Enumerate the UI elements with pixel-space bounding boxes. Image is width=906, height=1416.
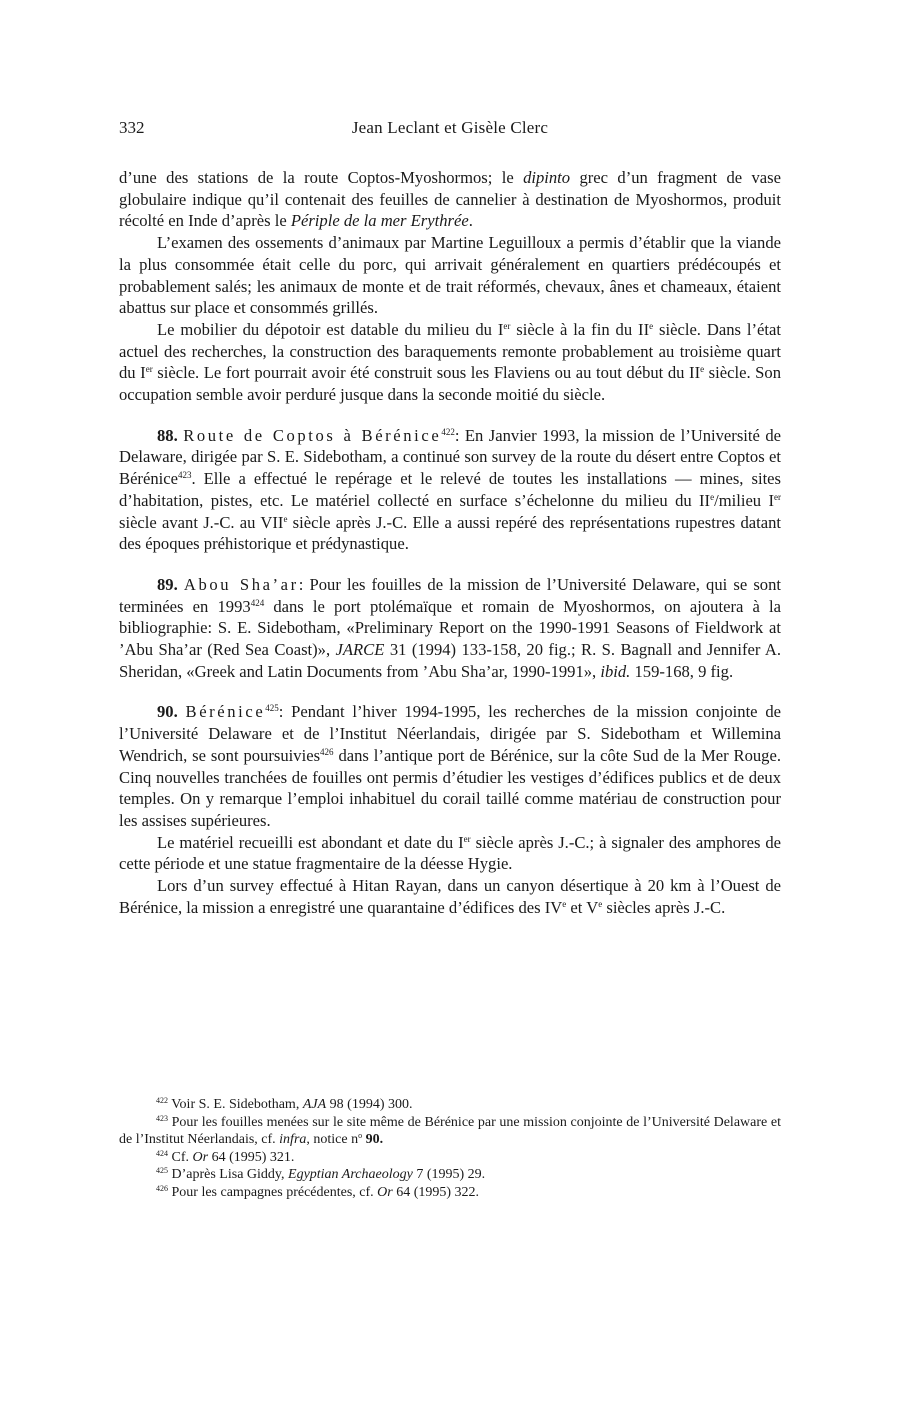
text-run: . Elle a effectué le repérage et le relevé de toutes les installations — mines, sites d’habitation, pistes, etc. Le matériel collecté en surface s’échelonne du milieu du II [119, 469, 781, 510]
entry-90-material [119, 832, 781, 875]
text-run [178, 702, 186, 721]
superscript: er [503, 320, 511, 331]
superscript: 425 [265, 703, 279, 714]
italic-text: infra [279, 1132, 307, 1147]
superscript: e [598, 898, 603, 909]
footnote-426 [119, 1184, 781, 1202]
entry-number: 88. [157, 425, 178, 445]
text-run: : Pour les fouilles de la mission de l’Université Delaware, qui se sont terminées en 1993 [119, 574, 781, 616]
text-run: 64 (1995) 322. [392, 1184, 480, 1200]
entry-89 [119, 574, 781, 683]
entry-number: 90. [365, 1132, 384, 1147]
superscript: 426 [156, 1183, 168, 1193]
superscript: er [145, 364, 153, 375]
entry-number: 90. [157, 702, 178, 722]
paragraph-dating [119, 319, 781, 406]
text-run: 159-168, 9 fig. [630, 661, 734, 681]
text-run: siècle avant J.-C. au VII [119, 512, 284, 532]
page-number: 332 [119, 118, 145, 137]
running-title: Jean Leclant et Gisèle Clerc [351, 118, 549, 137]
superscript: 424 [250, 597, 265, 608]
superscript: e [700, 364, 705, 375]
entry-heading: Bérénice [185, 702, 266, 722]
italic-text: Or [377, 1184, 393, 1200]
paragraph-continuation [119, 167, 781, 232]
italic-text: dipinto [523, 168, 571, 187]
superscript: e [283, 513, 288, 524]
italic-text: ibid. [600, 661, 631, 681]
text-run: dans le port ptolémaïque et romain de Myoshormos, on ajoutera à la bibliographie: S. E. Sidebotham, «Preliminary Report on the 1990-1991 Seasons of Fieldwork at ’Abu Sha’ar (Red Sea Coast)», [119, 596, 782, 660]
superscript: er [774, 491, 781, 502]
entry-90-survey [119, 875, 781, 918]
superscript: e [649, 320, 654, 331]
text-run: /milieu I [714, 490, 774, 510]
text-run: siècles après J.-C. [602, 897, 726, 917]
entry-number: 89. [157, 574, 178, 594]
running-head [119, 116, 781, 140]
text-run: Pour les campagnes précédentes, cf. [168, 1184, 378, 1200]
text-run: siècle après J.-C.; à signaler des amphores de cette période et une statue fragmentaire de la déesse Hygie. [119, 832, 781, 874]
text-run: Le mobilier du dépotoir est datable du milieu du I [157, 319, 504, 339]
text-run: Voir S. E. Sidebotham, [168, 1097, 303, 1112]
superscript: er [463, 833, 471, 844]
main-text [119, 167, 781, 919]
italic-text: AJA [302, 1097, 327, 1112]
italic-text: JARCE [335, 640, 385, 660]
text-run: : En Janvier 1993, la mission de l’Université de Delaware, dirigée par S. E. Sidebotham, a continué son survey de la route du désert entre Coptos et Bérénice [119, 425, 781, 489]
superscript: e [562, 898, 567, 909]
text-run: , notice n [306, 1132, 359, 1147]
footnote-423 [119, 1114, 781, 1149]
text-run: 64 (1995) 321. [208, 1149, 295, 1165]
superscript: 423 [156, 1113, 168, 1123]
italic-text: Or [192, 1149, 209, 1165]
text-run: 31 (1994) 133-158, 20 fig.; R. S. Bagnall and Jennifer A. Sheridan, «Greek and Latin Documents from ’Abu Sha’ar, 1990-1991», [119, 640, 782, 681]
text-run: 7 (1995) 29. [412, 1167, 486, 1182]
italic-text: Egyptian Archaeology [288, 1167, 413, 1182]
text-run: et V [566, 897, 599, 917]
text-run: siècle. Dans l’état actuel des recherches, la construction des baraquements remonte probablement au troisième quart du I [119, 319, 781, 383]
entry-heading: Abou Sha’ar [183, 574, 299, 594]
superscript: 423 [177, 470, 192, 481]
entry-heading: Route de Coptos à Bérénice [183, 425, 442, 445]
text-run: Pour les fouilles menées sur le site même de Bérénice par une mission conjointe de l’Université Delaware et de l’Institut Néerlandais, cf. [119, 1114, 781, 1147]
paragraph-animal-bones [119, 232, 781, 319]
text-run: D’après Lisa Giddy, [168, 1167, 289, 1182]
text-run: Cf. [168, 1149, 193, 1165]
text-run: d’une des stations de la route Coptos-Myoshormos; le [119, 168, 524, 187]
text-run: Le matériel recueilli est abondant et date du I [157, 832, 464, 852]
superscript: 424 [156, 1148, 168, 1158]
text-run: L’examen des ossements d’animaux par Martine Leguilloux a permis d’établir que la viande la plus consommée était celle du porc, qui arrivait généralement en quartiers prédécoupés et probablement salés; les animaux de monte et de trait réformés, chevaux, ânes et chameaux, étaient abattus sur place et consommés grillés. [119, 233, 781, 318]
superscript: 422 [156, 1096, 168, 1105]
italic-text: Périple de la mer Erythrée [290, 211, 469, 231]
superscript: e [710, 491, 715, 502]
text-run: siècle. Le fort pourrait avoir été construit sous les Flaviens ou au tout début du II [152, 363, 701, 383]
text-run: grec d’un fragment de vase globulaire indique qu’il contenait des feuilles de cannelier à destination de Myoshormos, produit récolté en Inde d’après le [119, 168, 781, 231]
entry-88 [119, 425, 781, 555]
superscript: 422 [441, 426, 455, 437]
entry-90 [119, 701, 781, 831]
text-run: Lors d’un survey effectué à Hitan Rayan, dans un canyon désertique à 20 km à l’Ouest de Bérénice, la mission a enregistré une quarantaine d’édifices des IV [119, 876, 781, 917]
superscript: 425 [156, 1166, 168, 1175]
text-run: dans l’antique port de Bérénice, sur la côte Sud de la Mer Rouge. Cinq nouvelles tranchées de fouilles ont permis d’étudier les vestiges d’édifices publics et de deux temples. On y remarque l’emploi inhabituel du corail taillé comme matériau de construction pour les assises supérieures. [119, 745, 781, 830]
text-run: siècle. Son occupation semble avoir perduré jusque dans la seconde moitié du siècle. [119, 363, 781, 405]
text-run: : Pendant l’hiver 1994-1995, les recherches de la mission conjointe de l’Université Delaware et de l’Institut Néerlandais, dirigée par S. Sidebotham et Willemina Wendrich, se sont poursuivies [119, 702, 781, 765]
text-run: 98 (1994) 300. [326, 1097, 413, 1112]
footnotes [119, 1096, 781, 1201]
superscript: o [358, 1131, 363, 1140]
superscript: 426 [320, 746, 334, 757]
footnote-425 [119, 1166, 781, 1184]
text-run: siècle après J.-C. Elle a aussi repéré des représentations rupestres datant des époques préhistorique et prédynastique. [119, 512, 781, 554]
text-run: . [468, 211, 473, 231]
text-run: siècle à la fin du II [510, 319, 650, 339]
page-body [119, 116, 781, 919]
footnote-424 [119, 1149, 781, 1167]
footnote-422 [119, 1096, 781, 1114]
